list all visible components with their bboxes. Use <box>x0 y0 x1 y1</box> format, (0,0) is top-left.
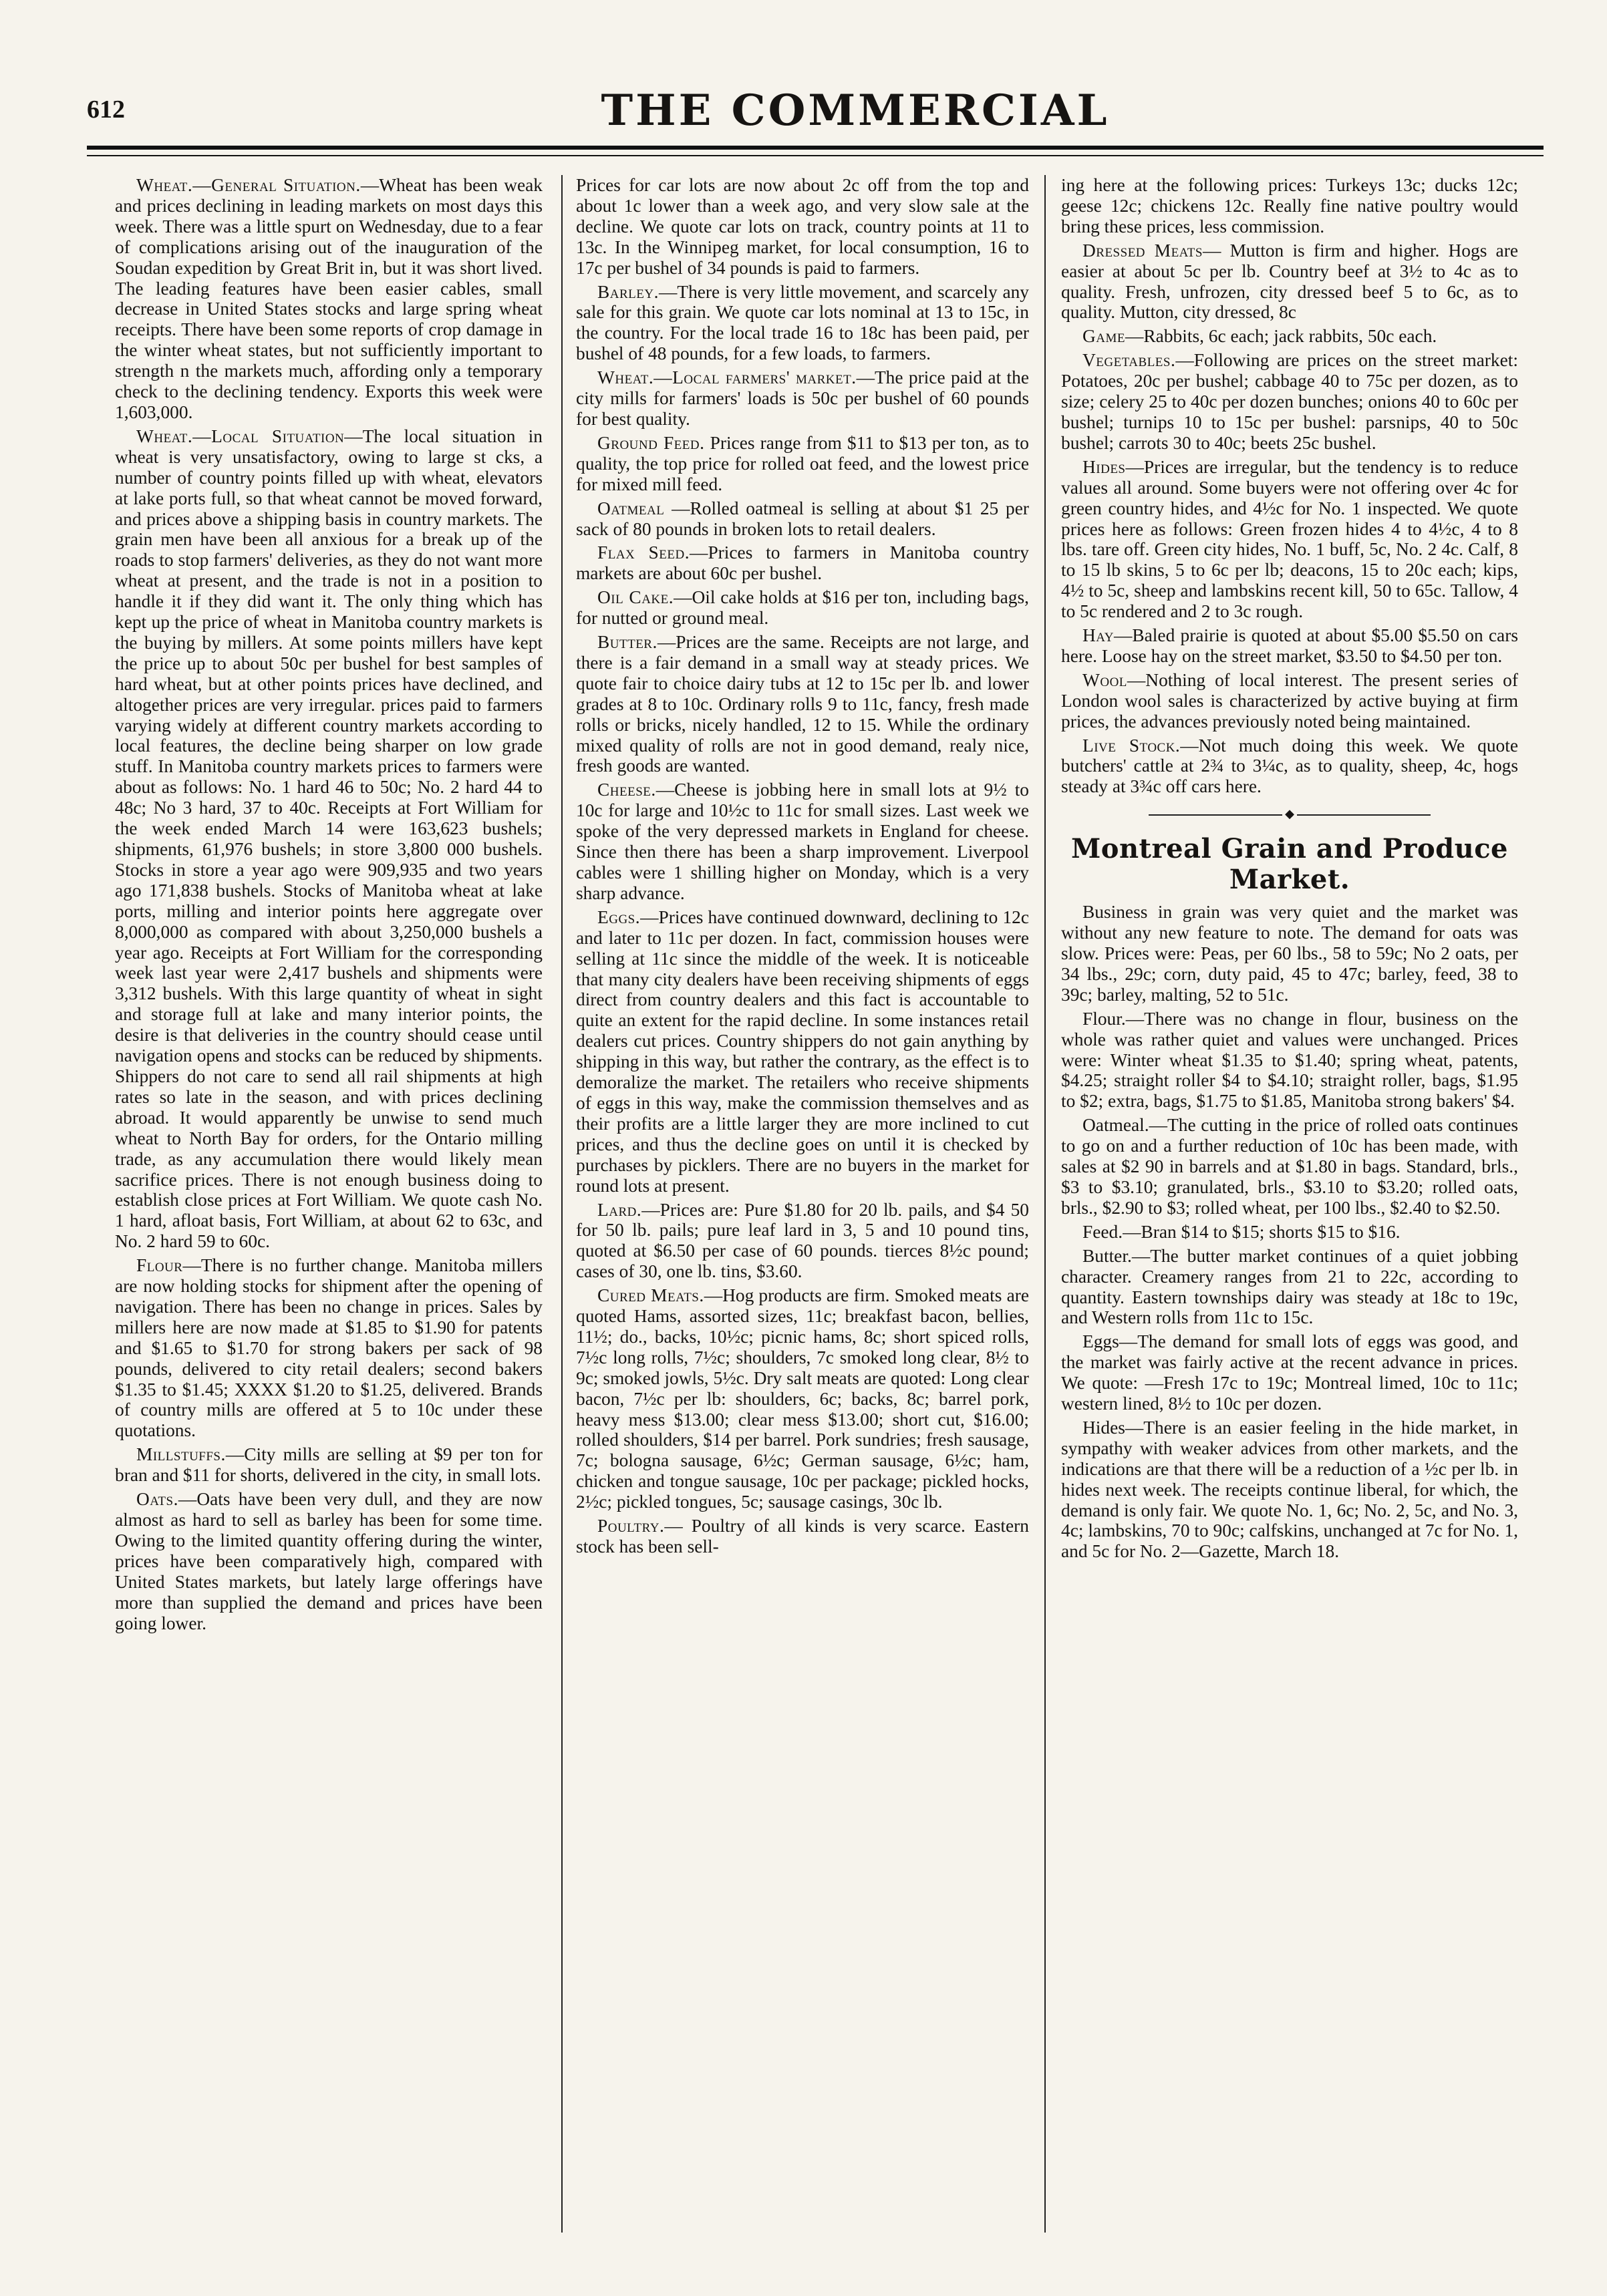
article-cheese <box>576 780 1029 903</box>
article-montreal-intro: Business in grain was very quiet and the market was without any new feature to note. The demand for oats was slow. Prices were: Peas, per 60 lbs., 58 to 59c; No 2 oats, per 34 lbs., 29c; corn, duty paid, 45 to 47c; barley, feed, 38 to 39c; barley, malting, 52 to 51c. <box>1061 902 1518 1005</box>
column-divider-2 <box>1044 175 1046 2233</box>
article-body: —Nothing of local interest. The present series of London wool sales is characterized by active buying at firm prices, the advances previously noted being maintained. <box>1061 669 1518 731</box>
article-wheat-general <box>115 175 543 423</box>
article-body: —City mills are selling at $9 per ton for bran and $11 for shorts, delivered in the city, in small lots. <box>115 1444 543 1486</box>
header-rule-thick <box>87 146 1544 150</box>
article-heading: Millstuffs. <box>136 1444 226 1465</box>
article-body: —Bran $14 to $15; shorts $15 to $16. <box>1123 1221 1401 1242</box>
article-heading: Oats. <box>136 1489 178 1510</box>
article-wool <box>1061 670 1518 732</box>
article-oats-continued: Prices for car lots are now about 2c off from the top and about 1c lower than a week ago, and very slow sale at the decline. We quote car lots on track, country points at 11 to 13c. In the Winnipeg market, for local consumption, 16 to 17c per bushel of 34 pounds is paid to farmers. <box>576 175 1029 278</box>
article-heading: Ground Feed. <box>597 432 705 453</box>
article-body: —Cheese is jobbing here in small lots at 9½ to 10c for large and 10½c to 11c for small sizes. Last week we spoke of the very depressed markets in England for cheese. Since then there has been a sharp improvement. Liverpool cables were 1 shilling higher on Monday, which is a very sharp advance. <box>576 780 1029 903</box>
article-montreal-feed <box>1061 1222 1518 1243</box>
article-eggs <box>576 907 1029 1196</box>
article-heading: Barley. <box>597 281 659 302</box>
article-oil-cake <box>576 587 1029 629</box>
page-number: 612 <box>87 96 125 124</box>
article-heading: Oatmeal <box>597 498 665 518</box>
article-body: —The local situation in wheat is very unsatisfactory, owing to large st cks, a number of country points filled up with wheat, elevators at lake ports full, so that wheat cannot be moved forward, and prices above a shipping basis in country markets. The grain men have been all anxious for a break up of the roads to stop farmers' deliveries, as they do not want more wheat at present, and the trade is not in a position to handle it if they did want it. The only thing which has kept up the price of wheat in Manitoba country markets is the buying by millers. At some points millers have kept the price up to about 50c per bushel for best samples of hard wheat, but at other points prices have declined, and altogether prices are very irregular. prices paid to farmers varying widely at different country markets according to local features, the decline being sharper on low grade stuff. In Manitoba country markets prices to farmers were about as follows: No. 1 hard 46 to 50c; No. 2 hard 44 to 48c; No 3 hard, 37 to 40c. Receipts at Fort William for the week ended March 14 were 163,623 bushels; shipments, 61,976 bushels; in store 3,800 000 bushels. Stocks in store a year ago were 909,935 and two years ago 171,838 bushels. Stocks of Manitoba wheat at lake ports, milling and interior points here aggregate over 8,000,000 as compared with about 3,250,000 bushels a year ago. Receipts at Fort William for the corresponding week last year were 2,417 bushels and shipments were 3,312 bushels. With this large quantity of wheat in sight and storage full at lake and many interior points, the desire is that deliveries in the country should cease until navigation opens and stocks can be reduced by shipments. Shippers do not care to send all rail shipments at high rates so late in the season, and with prices declining abroad. It would apparently be unwise to send much wheat to North Bay for orders, for the Ontario milling trade, as any accumulation there would likely mean sacrifice prices. There is not enough business doing to establish close prices at Fort William. We quote cash No. 1 hard, afloat basis, Fort William, at about 62 to 63c, and No. 2 hard 59 to 60c. <box>115 426 543 1252</box>
article-heading: Oil Cake. <box>597 587 674 608</box>
article-flour <box>115 1255 543 1441</box>
article-heading: Flax Seed. <box>597 542 690 563</box>
article-lard <box>576 1200 1029 1283</box>
article-body: —Prices are the same. Receipts are not large, and there is a fair demand in a small way at steady prices. We quote fair to choice dairy tubs at 12 to 15c per lb. and lower grades at 8 to 10c. Ordinary rolls 9 to 11c, fancy, fresh made rolls or bricks, nicely handled, 12 to 15. While the ordinary mixed quality of rolls are not in good demand, realy nice, fresh goods are wanted. <box>576 632 1029 776</box>
article-body: —Prices have continued downward, declining to 12c and later to 11c per dozen. In fact, commission houses were selling at 11c since the middle of the week. It is noticeable that many city dealers have been receiving shipments of eggs direct from country dealers and this fact is accountable to quite an extent for the rapid decline. In some instances retail dealers cut prices. Country shippers do not gain anything by shipping in this way, but rather the contrary, as the effect is to demoralize the market. The retailers who receive shipments of eggs in this way, make the commission themselves and as their profits are a little larger they are more inclined to cut prices, and thus the decline goes on until it is checked by purchases by picklers. There are no buyers in the market for round lots at present. <box>576 907 1029 1196</box>
article-heading: Butter. <box>1082 1245 1132 1266</box>
article-montreal-hides <box>1061 1418 1518 1562</box>
article-body: —Rolled oatmeal is selling at about $1 25 per sack of 80 pounds in broken lots to retail dealers. <box>576 498 1029 539</box>
article-montreal-oatmeal <box>1061 1115 1518 1218</box>
article-ground-feed <box>576 433 1029 495</box>
article-heading: Wheat.—Local Situation <box>136 426 345 446</box>
article-body: —Oil cake holds at $16 per ton, including bags, for nutted or ground meal. <box>576 587 1029 629</box>
section-separator: ◆ <box>1061 804 1518 824</box>
article-montreal-butter <box>1061 1246 1518 1329</box>
article-body: —Not much doing this week. We quote butchers' cattle at 2¾ to 3¼c, as to quality, sheep, 4c, hogs steady at 3¾c off cars here. <box>1061 735 1518 797</box>
article-body: —Baled prairie is quoted at about $5.00 $5.50 on cars here. Loose hay on the street market, $3.50 to $4.50 per ton. <box>1061 625 1518 666</box>
article-millstuffs <box>115 1444 543 1486</box>
article-heading: Wool <box>1082 669 1127 690</box>
article-live-stock <box>1061 735 1518 798</box>
article-dressed-meats <box>1061 240 1518 323</box>
article-body: —There is very little movement, and scarcely any sale for this grain. We quote car lots nominal at 13 to 15c, in the country. For the local trade 16 to 18c has been paid, per bushel of 48 pounds, for a few loads, to farmers. <box>576 281 1029 364</box>
article-body: —The demand for small lots of eggs was good, and the market was fairly active at the recent advance in prices. We quote: —Fresh 17c to 19c; Montreal limed, 10c to 11c; western lined, 8½ to 10c per dozen. <box>1061 1331 1518 1414</box>
article-wheat-farmers-market <box>576 367 1029 430</box>
article-body: —Hog products are firm. Smoked meats are quoted Hams, assorted sizes, 11c; breakfast bacon, bellies, 11½; do., backs, 10½c; picnic hams, 8c; short spiced rolls, 7½c long rolls, 7½c; shoulders, 7c smoked long clear, 8½ to 9c; smoked jowls, 5½c. Dry salt meats are quoted: Long clear bacon, 7½c per lb: shoulders, 6c; backs, 8c; barrel pork, heavy mess $13.00; clear mess $13.00; short cut, $16.00; rolled shoulders, $14 per barrel. Pork sundries; fresh sausage, 7c; bologna sausage, 6½c; German sausage, 6½c; ham, chicken and tongue sausage, 10c per package; pickled hocks, 2½c; pickled tongues, 5c; sausage casings, 30c lb. <box>576 1285 1029 1512</box>
article-body: —The butter market continues of a quiet jobbing character. Creamery ranges from 21 to 22c, according to quantity. Eastern townships dairy was steady at 18c to 19c, and Western rolls from 11c to 15c. <box>1061 1245 1518 1328</box>
header-rule-thin <box>87 155 1544 156</box>
article-vegetables <box>1061 350 1518 454</box>
article-heading: Dressed Meats <box>1082 240 1203 261</box>
article-body: —Wheat has been weak and prices declining in leading markets on most days this week. There was a little spurt on Wednesday, due to a fear of complications arising out of the inauguration of the Soudan expedition by Great Brit in, but it was short lived. The leading features have been easier cables, small decrease in United States stocks and large spring wheat receipts. There have been some reports of crop damage in the winter wheat states, but not sufficiently important to strength n the markets much, affording only a temporary check to the declining tendency. Exports this week were 1,603,000. <box>115 175 543 422</box>
column-3 <box>1061 175 1518 2259</box>
article-flax-seed <box>576 542 1029 584</box>
article-heading: Eggs <box>1082 1331 1119 1352</box>
article-montreal-flour <box>1061 1009 1518 1112</box>
article-poultry <box>576 1516 1029 1557</box>
article-body: —There was no change in flour, business on the whole was rather quiet and values were unchanged. Prices were: Winter wheat $1.35 to $1.40; spring wheat, patents, $4.25; straight roller $4 to $4.10; straight roller, bags, $1.95 to $2; extra, bags, $1.75 to $1.85, Manitoba strong bakers' $4. <box>1061 1008 1518 1112</box>
article-heading: Live Stock. <box>1082 735 1181 756</box>
column-1 <box>115 175 543 2259</box>
article-oats <box>115 1489 543 1633</box>
article-heading: Hides <box>1082 1417 1125 1438</box>
article-body: —Prices are irregular, but the tendency is to reduce values all around. Some buyers were not offering over 4c for green country hides, and 4½c for No. 1 inspected. We quote prices here as follows: Green frozen hides 4 to 4½c, 4 to 8 lbs. tare off. Green city hides, No. 1 buff, 5c, No. 2 4c. Calf, 8 to 15 lb skins, 5 to 6c per lb; deacons, 15 to 20c each; kips, 4½ to 5c, sheep and lambskins recent kill, 50 to 65c. Tallow, 4 to 5c rendered and 2 to 3c rough. <box>1061 456 1518 622</box>
article-heading: Feed. <box>1082 1221 1123 1242</box>
article-body: —Following are prices on the street market: Potatoes, 20c per bushel; cabbage 40 to 75c per dozen, as to size; celery 25 to 40c per dozen bunches; onions 40 to 60c per bushel; turnips 10 to 15c per bushel: parsnips, 40 to 50c bushel; carrots 30 to 40c; beets 25c bushel. <box>1061 350 1518 453</box>
article-body: —There is no further change. Manitoba millers are now holding stocks for shipment after the opening of navigation. There has been no change in prices. Sales by millers here are now made at $1.85 to $1.90 for patents and $1.65 to $1.70 for strong bakers per sack of 98 pounds, delivered to city retail dealers; second bakers $1.35 to $1.45; XXXX $1.20 to $1.25, delivered. Brands of country mills are offered at 5 to 10c under these quotations. <box>115 1255 543 1441</box>
article-heading: Oatmeal. <box>1082 1115 1149 1136</box>
article-heading: Butter. <box>597 632 658 653</box>
article-heading: Lard. <box>597 1199 642 1220</box>
article-poultry-continued: ing here at the following prices: Turkeys 13c; ducks 12c; geese 12c; chickens 12c. Really fine native poultry would bring these prices, less commission. <box>1061 175 1518 236</box>
article-heading: Cheese. <box>597 780 656 800</box>
article-body: —Prices to farmers in Manitoba country markets are about 60c per bushel. <box>576 542 1029 584</box>
article-heading: Wheat.—Local farmers' market. <box>597 367 857 388</box>
article-body: —There is an easier feeling in the hide market, in sympathy with weaker advices from other markets, and the indications are that there will be a reduction of a ½c per lb. in hides next week. The receipts continue liberal, for which, the demand is only fair. We quote No. 1, 6c; No. 2, 5c, and No. 3, 4c; lambskins, 70 to 90c; calfskins, unchanged at 7c for No. 1, and 5c for No. 2—Gazette, March 18. <box>1061 1417 1518 1562</box>
article-wheat-local <box>115 426 543 1252</box>
article-body: —The price paid at the city mills for farmers' loads is 50c per bushel of 60 pounds for best quality. <box>576 367 1029 429</box>
article-body: —Prices are: Pure $1.80 for 20 lb. pails, and $4 50 for 50 lb. pails; pure leaf lard in 3, 5 and 10 pound tins, quoted at $6.50 per case of 60 pounds. tierces 8½c pound; cases of 30, one lb. tins, $3.60. <box>576 1199 1029 1282</box>
article-heading: Eggs. <box>597 907 641 927</box>
article-oatmeal <box>576 498 1029 540</box>
article-body: —The cutting in the price of rolled oats continues to go on and a further reduction of 10c has been made, with sales at $2 90 in barrels and at $1.80 in bags. Standard, brls., $3 to $3.10; granulated, brls., $3.10 to $3.20; rolled oats, brls., $2.90 to $3; rolled wheat, per 100 lbs., $2.40 to $2.50. <box>1061 1115 1518 1218</box>
article-heading: Flour. <box>1082 1008 1126 1029</box>
article-hides <box>1061 457 1518 622</box>
column-divider-1 <box>561 175 563 2233</box>
article-body: Prices range from $11 to $13 per ton, as to quality, the top price for rolled oat feed, and the lowest price for mixed mill feed. <box>576 432 1029 494</box>
article-heading: Poultry. <box>597 1516 665 1536</box>
article-body: —Oats have been very dull, and they are now almost as hard to sell as barley has been for some time. Owing to the limited quantity offering during the winter, prices have been comparatively high, compared with United States markets, but lately large offerings have more than supplied the demand and prices have been going lower. <box>115 1489 543 1633</box>
article-heading: Hides <box>1082 456 1126 477</box>
article-heading: Hay <box>1082 625 1114 646</box>
article-heading: Cured Meats. <box>597 1285 704 1306</box>
article-cured-meats <box>576 1285 1029 1512</box>
column-2 <box>576 175 1029 2259</box>
article-montreal-eggs <box>1061 1331 1518 1414</box>
montreal-section-heading: Montreal Grain and Produce Market. <box>1070 833 1508 896</box>
article-barley <box>576 282 1029 365</box>
article-game <box>1061 326 1518 347</box>
article-body: —Rabbits, 6c each; jack rabbits, 50c each. <box>1125 326 1437 347</box>
article-body: — Poultry of all kinds is very scarce. Eastern stock has been sell- <box>576 1516 1029 1556</box>
article-heading: Vegetables. <box>1082 350 1176 371</box>
article-heading: Flour <box>136 1255 183 1276</box>
masthead-title: THE COMMERCIAL <box>601 86 1110 136</box>
article-heading: Wheat.—General Situation. <box>136 175 361 195</box>
article-heading: Game <box>1082 326 1126 347</box>
article-hay <box>1061 625 1518 667</box>
article-body: — Mutton is firm and higher. Hogs are easier at about 5c per lb. Country beef at 3½ to 4c as to quality. Fresh, unfrozen, city dressed beef 5 to 6c, as to quality. Mutton, city dressed, 8c <box>1061 240 1518 323</box>
article-butter <box>576 632 1029 776</box>
